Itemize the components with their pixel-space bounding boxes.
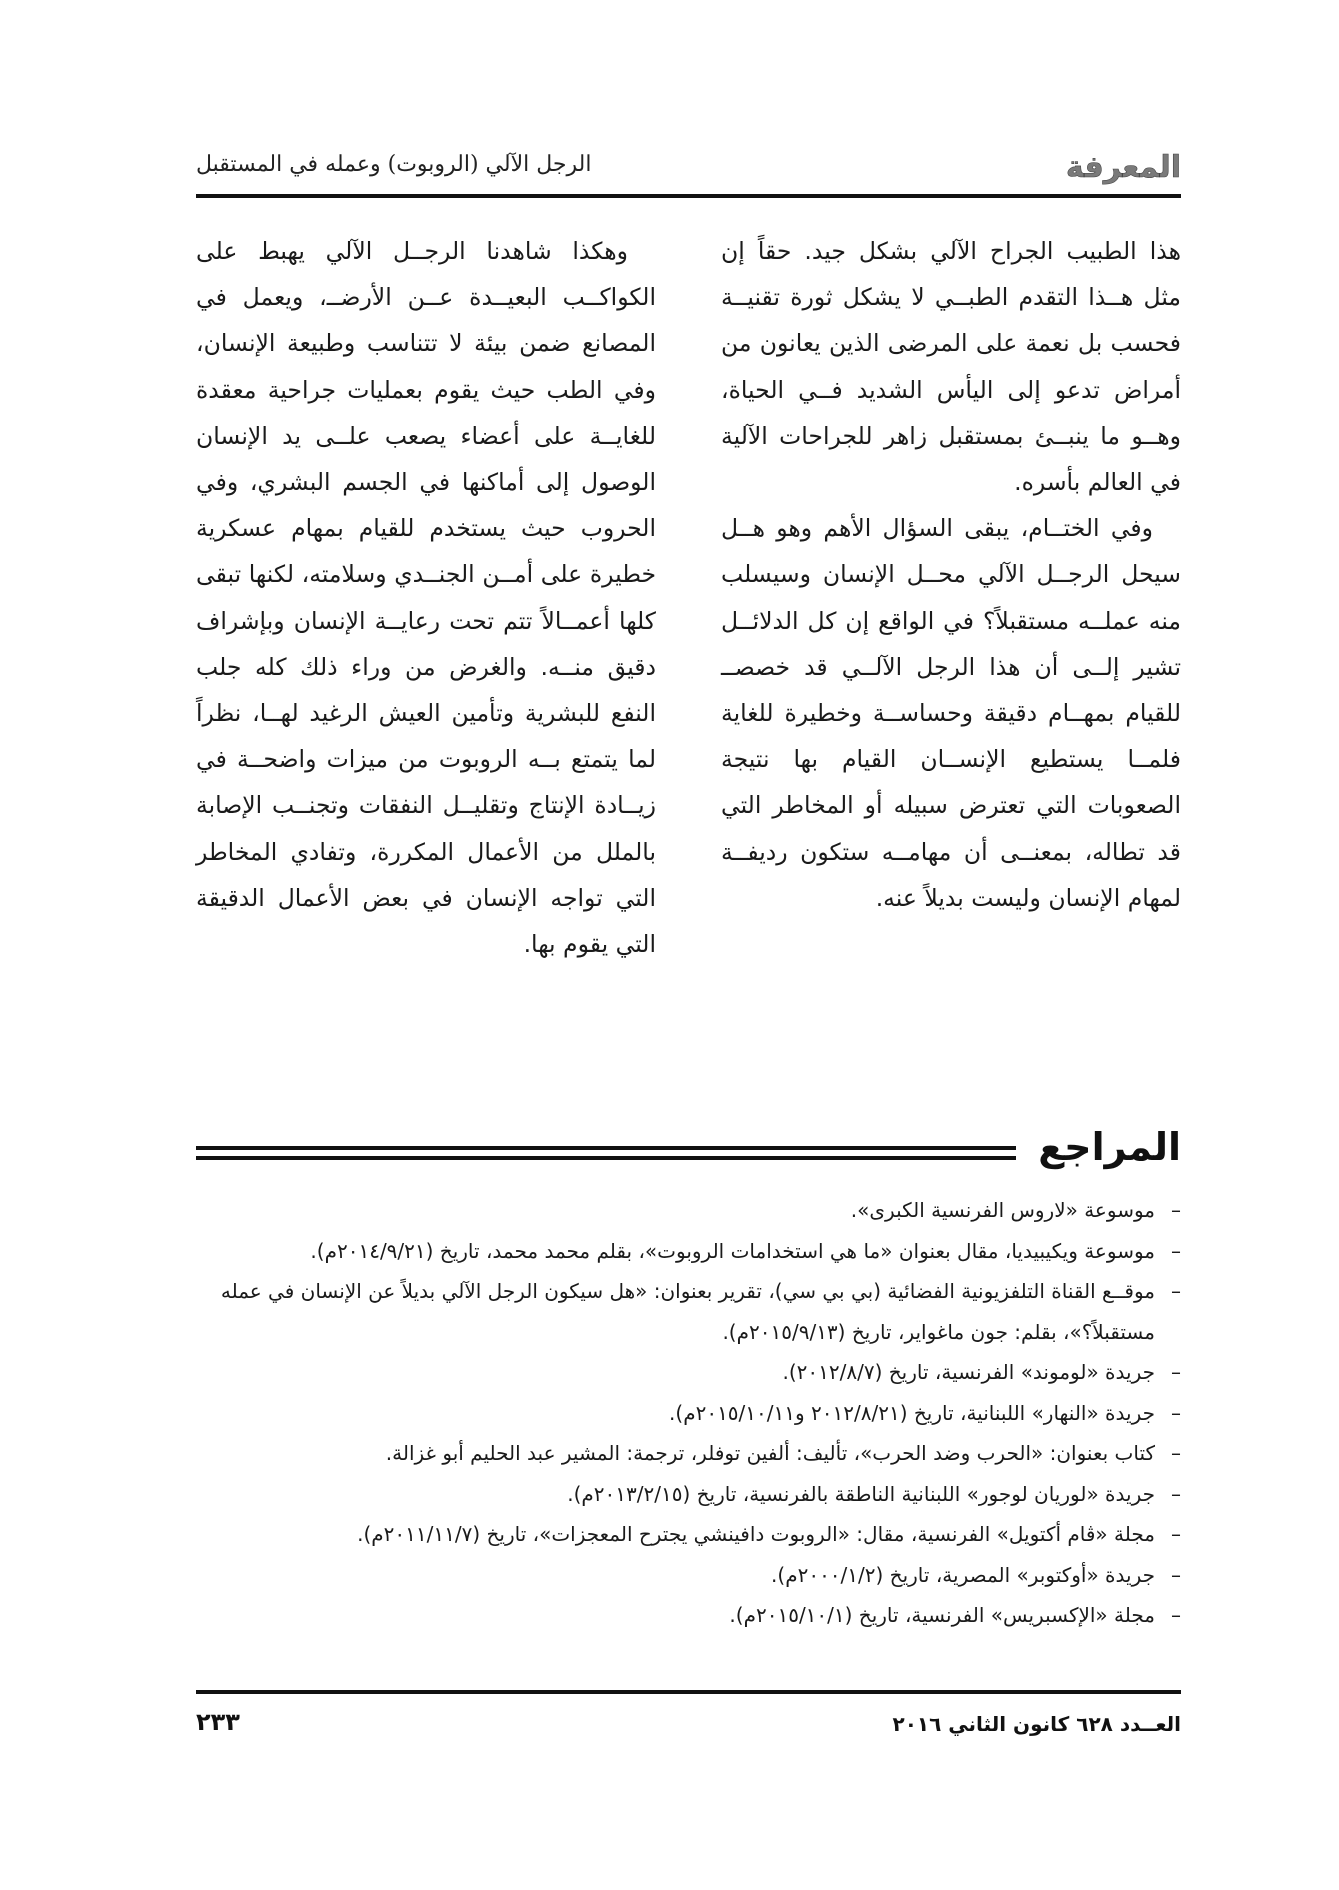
header-divider (196, 194, 1181, 198)
reference-item: –جريدة «لوريان لوجور» اللبنانية الناطقة بالفرنسية، تاريخ (٢٠١٣/٢/١٥م). (196, 1474, 1181, 1515)
reference-item: –موقــع القناة التلفزيونية الفضائية (بي بي سي)، تقرير بعنوان: «هل سيكون الرجل الآلي بديلاً عن الإنسان في عمله مستقبلاً؟»، بقلم: جون ماغواير، تاريخ (٢٠١٥/٩/١٣م). (196, 1271, 1181, 1352)
paragraph: وهكذا شاهدنا الرجــل الآلي يهبط على الكواكــب البعيــدة عــن الأرضــ، ويعمل في المصانع ضمن بيئة لا تتناسب وطبيعة الإنسان، وفي الطب حيث يقوم بعمليات جراحية معقدة للغايــة على أعضاء يصعب علــى يد الإنسان الوصول إلى أماكنها في الجسم البشري، وفي الحروب حيث يستخدم للقيام بمهام عسكرية خطيرة على أمــن الجنــدي وسلامته، لكنها تبقى كلها أعمــالاً تتم تحت رعايــة الإنسان وبإشراف دقيق منــه. والغرض من وراء ذلك كله جلب النفع للبشرية وتأمين العيش الرغيد لهــا، نظراً لما يتمتع بــه الروبوت من ميزات واضحــة في زيــادة الإنتاج وتقليــل النفقات وتجنــب الإصابة بالملل من الأعمال المكررة، وتفادي المخاطر التي تواجه الإنسان في بعض الأعمال الدقيقة التي يقوم بها. (196, 237, 656, 959)
reference-item: –موسوعة «لاروس الفرنسية الكبرى». (196, 1190, 1181, 1231)
reference-item: –مجلة «الإكسبريس» الفرنسية، تاريخ (٢٠١٥/١٠/١م). (196, 1595, 1181, 1636)
references-divider (196, 1146, 1016, 1160)
article-column-left (196, 228, 656, 967)
references-heading: المراجع (1038, 1125, 1181, 1169)
reference-item: –جريدة «النهار» اللبنانية، تاريخ (٢٠١٢/٨/٢١ و٢٠١٥/١٠/١١م). (196, 1393, 1181, 1434)
issue-info: العــدد ٦٢٨ كانون الثاني ٢٠١٦ (892, 1712, 1181, 1736)
list-dash: – (1171, 1198, 1181, 1222)
list-dash: – (1171, 1481, 1181, 1506)
reference-item: –موسوعة ويكيبيديا، مقال بعنوان «ما هي استخدامات الروبوت»، بقلم محمد محمد، تاريخ (٢٠١٤/٩/٢١م). (196, 1231, 1181, 1272)
list-dash: – (1171, 1279, 1181, 1303)
magazine-logo: المعرفة (1065, 150, 1181, 185)
article-column-right (721, 228, 1181, 921)
list-dash: – (1171, 1603, 1181, 1627)
list-dash: – (1171, 1238, 1181, 1263)
reference-item: –كتاب بعنوان: «الحرب وضد الحرب»، تأليف: ألفين توفلر، ترجمة: المشير عبد الحليم أبو غزالة. (196, 1433, 1181, 1474)
references-list (196, 1190, 1181, 1636)
page-header (196, 144, 1181, 194)
page-number: ٢٣٣ (196, 1708, 240, 1736)
running-title: الرجل الآلي (الروبوت) وعمله في المستقبل (196, 152, 592, 177)
list-dash: – (1171, 1400, 1181, 1425)
list-dash: – (1171, 1562, 1181, 1587)
list-dash: – (1171, 1360, 1181, 1384)
list-dash: – (1171, 1441, 1181, 1465)
paragraph: هذا الطبيب الجراح الآلي بشكل جيد. حقاً إن مثل هــذا التقدم الطبــي لا يشكل ثورة تقنيــة فحسب بل نعمة على المرضى الذين يعانون من أمراض تدعو إلى اليأس الشديد فــي الحياة، وهــو ما ينبــئ بمستقبل زاهر للجراحات الآلية في العالم بأسره. (721, 237, 1181, 497)
paragraph: وفي الختــام، يبقى السؤال الأهم وهو هــل سيحل الرجــل الآلي محــل الإنسان وسيسلب منه عملــه مستقبلاً؟ في الواقع إن كل الدلائــل تشير إلــى أن هذا الرجل الآلــي قد خصصــ للقيام بمهــام دقيقة وحساســة وخطيرة للغاية فلمــا يستطيع الإنســان القيام بها نتيجة الصعوبات التي تعترض سبيله أو المخاطر التي قد تطاله، بمعنــى أن مهامــه ستكون رديفــة لمهام الإنسان وليست بديلاً عنه. (721, 514, 1181, 912)
reference-item: –جريدة «لوموند» الفرنسية، تاريخ (٢٠١٢/٨/٧). (196, 1352, 1181, 1393)
reference-item: –جريدة «أوكتوبر» المصرية، تاريخ (٢٠٠٠/١/٢م). (196, 1555, 1181, 1596)
footer-divider (196, 1690, 1181, 1694)
list-dash: – (1171, 1522, 1181, 1546)
reference-item: –مجلة «ڤام أكتويل» الفرنسية، مقال: «الروبوت دافينشي يجترح المعجزات»، تاريخ (٢٠١١/١١/٧م). (196, 1514, 1181, 1555)
